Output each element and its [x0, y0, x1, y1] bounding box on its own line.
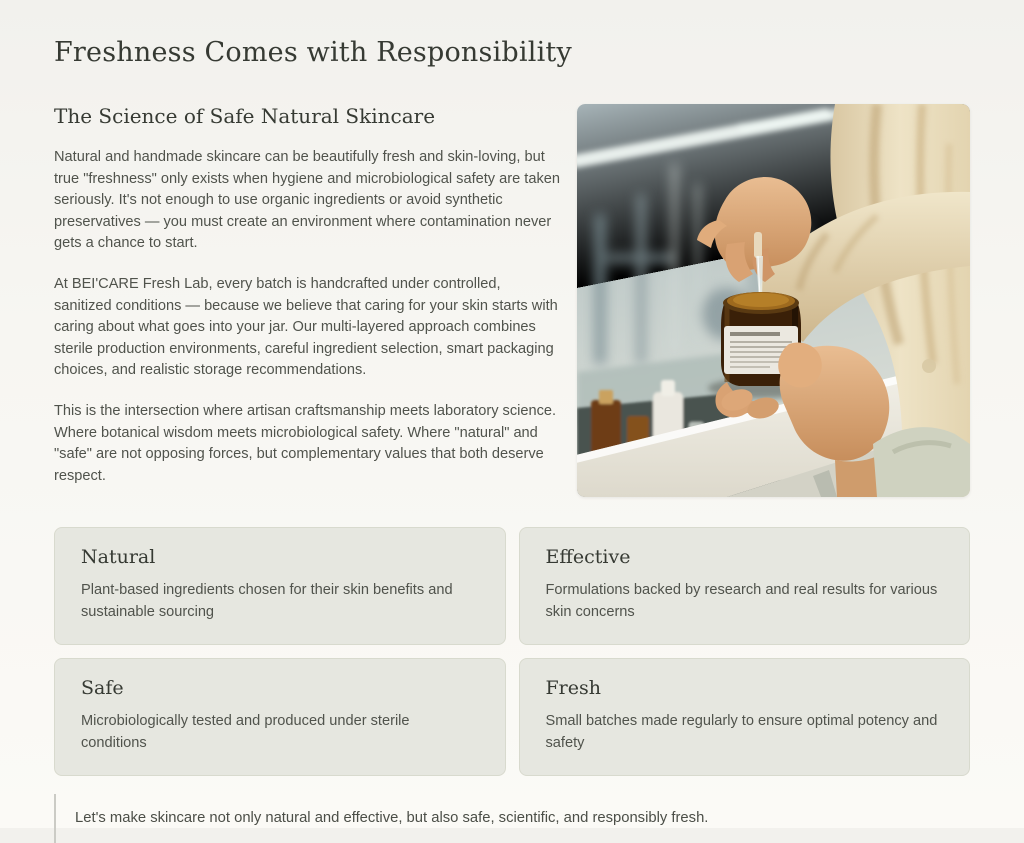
closing-note: [54, 794, 970, 843]
value-cards: [54, 527, 970, 776]
card-natural-title: Natural: [81, 546, 156, 568]
article-paragraph-3: This is the intersection where artisan craftsmanship meets laboratory science. Where botanical wisdom meets microbiological safety. Where "natural" and "safe" are not opposing forces, but complementary values that both deserve respect.: [54, 402, 557, 484]
card-safe: [54, 658, 506, 776]
article-text-column: [54, 104, 560, 487]
closing-note-text: Let's make skincare not only natural and effective, but also safe, scientific, and responsibly fresh.: [75, 810, 709, 827]
intro-section: [54, 104, 970, 497]
card-fresh-title: Fresh: [545, 677, 601, 700]
article-paragraph-2: At BEI'CARE Fresh Lab, every batch is handcrafted under controlled, sanitized conditions — because we believe that caring for your skin starts with caring about what goes into your jar. Our multi-layered approach combines sterile production environments, careful ingredient selection, smart packaging choices, and realistic storage recommendations.: [54, 275, 558, 379]
article-paragraph-1: Natural and handmade skincare can be beautifully fresh and skin-loving, but true "freshness" only exists when hygiene and microbiological safety are taken seriously. It's not enough to use organic ingredients or avoid synthetic preservatives — you must create an environment where contamination never gets a chance to start.: [54, 149, 561, 252]
card-safe-title: Safe: [81, 677, 124, 700]
card-safe-description: Microbiologically tested and produced under sterile conditions: [81, 713, 410, 751]
card-fresh: [519, 658, 971, 776]
card-natural: [54, 527, 506, 645]
lab-photo-illustration: [577, 104, 970, 497]
card-fresh-description: Small batches made regularly to ensure optimal potency and safety: [545, 713, 938, 751]
card-effective: [519, 527, 971, 645]
page-title: Freshness Comes with Responsibility: [54, 37, 572, 68]
card-effective-title: Effective: [545, 546, 631, 568]
card-effective-description: Formulations backed by research and real results for various skin concerns: [545, 582, 938, 620]
lab-photo: [577, 104, 970, 497]
article-heading: The Science of Safe Natural Skincare: [54, 104, 436, 128]
card-natural-description: Plant-based ingredients chosen for their skin benefits and sustainable sourcing: [81, 582, 453, 620]
